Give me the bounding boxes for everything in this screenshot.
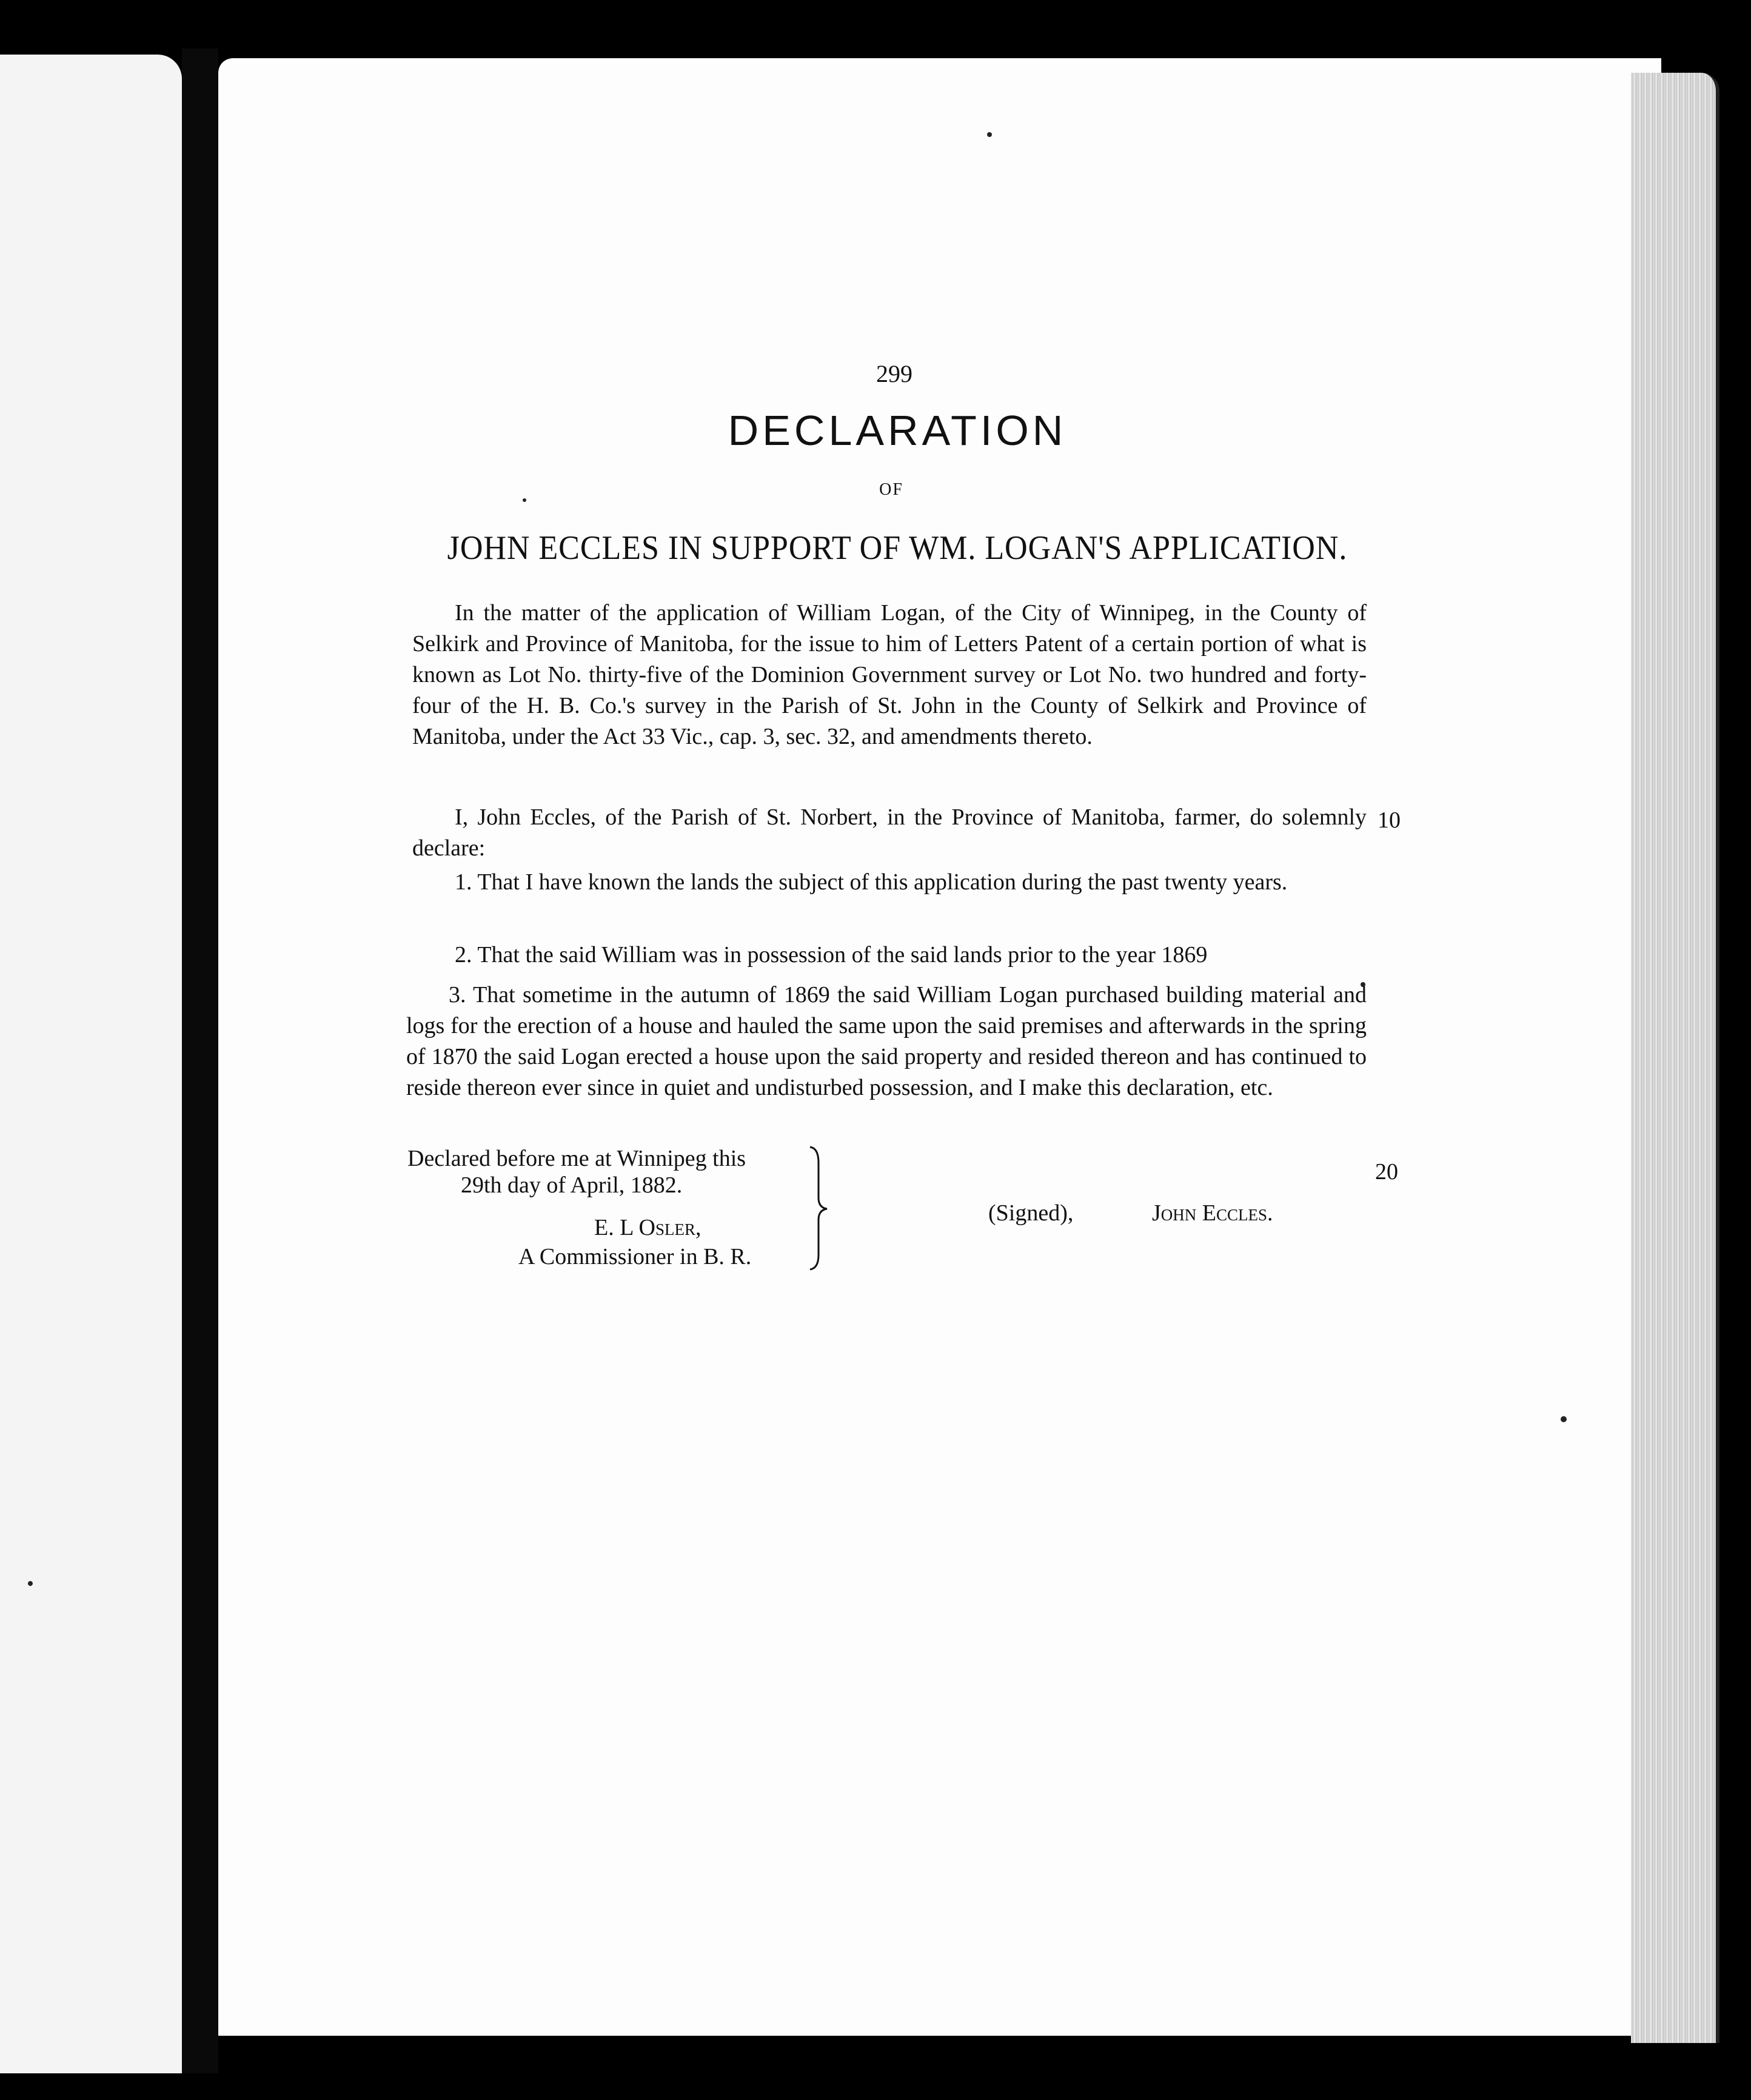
commissioner-title: A Commissioner in B. R. bbox=[518, 1244, 752, 1269]
signer-name: John Eccles. bbox=[1152, 1200, 1273, 1226]
document-subtitle: JOHN ECCLES IN SUPPORT OF WM. LOGAN'S APPLICATION. bbox=[447, 529, 1348, 567]
commissioner-name: E. L Osler, bbox=[594, 1215, 701, 1240]
scan-speck bbox=[987, 132, 992, 137]
jurat-brace bbox=[806, 1145, 831, 1272]
jurat-date: 29th day of April, 1882. bbox=[461, 1172, 683, 1198]
declarant-paragraph bbox=[412, 802, 1367, 864]
intro-paragraph-text: In the matter of the application of William Logan, of the City of Winnipeg, in the County of Selkirk and Province of Manitoba, for the issue to him of Letters Patent of a certain portion of what is known as Lot No. thirty-five of the Dominion Government survey or Lot No. two hundred and forty-four of the H. B. Co.'s survey in the Parish of St. John in the County of Selkirk and Province of Manitoba, under the Act 33 Vic., cap. 3, sec. 32, and amendments thereto. bbox=[412, 600, 1367, 749]
line-number-20: 20 bbox=[1375, 1159, 1398, 1185]
declaration-item-2-text: 2. That the said William was in possession of the said lands prior to the year 1869 bbox=[455, 942, 1208, 968]
line-number-10: 10 bbox=[1378, 808, 1401, 833]
declaration-item-3-text: 3. That sometime in the autumn of 1869 the said William Logan purchased building material and logs for the erection of a house and hauled the same upon the said premises and afterwards in the spring of 1870 the said Logan erected a house upon the said property and resided thereon and has continued to reside thereon ever since in quiet and undisturbed possession, and I make this declaration, etc. bbox=[406, 982, 1367, 1100]
facing-page-edge bbox=[0, 55, 182, 2073]
declaration-item-1-text: 1. That I have known the lands the subject of this application during the past twenty years. bbox=[455, 869, 1288, 895]
declarant-paragraph-text: I, John Eccles, of the Parish of St. Norbert, in the Province of Manitoba, farmer, do solemnly declare: bbox=[412, 804, 1367, 861]
scan-speck bbox=[28, 1581, 33, 1586]
title-connector: OF bbox=[879, 480, 903, 499]
book-spine-gutter bbox=[182, 48, 218, 2073]
declaration-item-2 bbox=[412, 940, 1367, 971]
scan-speck bbox=[1561, 1416, 1567, 1422]
scan-speck bbox=[523, 498, 526, 502]
intro-paragraph bbox=[412, 598, 1367, 752]
document-title: DECLARATION bbox=[728, 407, 1067, 454]
signed-label: (Signed), bbox=[988, 1200, 1074, 1226]
declaration-item-3 bbox=[406, 980, 1367, 1103]
jurat-line-1: Declared before me at Winnipeg this bbox=[407, 1146, 746, 1171]
page-number: 299 bbox=[876, 360, 912, 387]
page-edges-stack bbox=[1631, 73, 1719, 2043]
declaration-item-1 bbox=[412, 867, 1367, 898]
